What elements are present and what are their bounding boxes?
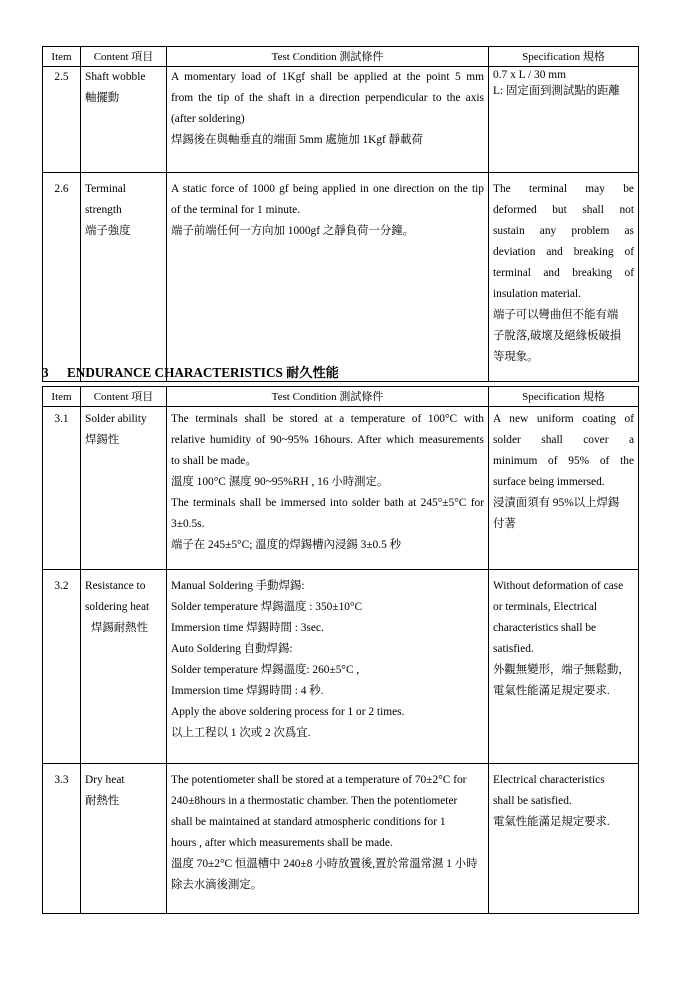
test-condition-cell: A momentary load of 1Kgf shall be applied at the point 5 mm from the tip of the shaft in a direction perpendicular to the axis (after soldering) 焊錫後在與軸垂直的端面 5mm 處施加 1Kgf 靜載荷 xyxy=(167,67,489,173)
table-row xyxy=(43,67,639,173)
table-row xyxy=(43,407,639,570)
table-row xyxy=(43,764,639,914)
section-title: ENDURANCE CHARACTERISTICS 耐久性能 xyxy=(67,365,339,380)
header-item: Item xyxy=(43,47,81,67)
test-condition-cell: A static force of 1000 gf being applied in one direction on the tip of the terminal for 1 minute. 端子前端任何一方向加 1000gf 之靜負荷一分鐘。 xyxy=(167,173,489,382)
header-test-condition: Test Condition 測試條件 xyxy=(167,387,489,407)
test-condition-cell: The potentiometer shall be stored at a temperature of 70±2°C for 240±8hours in a thermostatic chamber. Then the potentiometer shall be maintained at standard atmospheric conditions for 1 hours , after which measurements shall be made. 溫度 70±2°C 恒溫槽中 240±8 小時放置後,置於常溫常濕 1 小時 除去水滴後測定。 xyxy=(167,764,489,914)
section-heading xyxy=(42,364,339,382)
endurance-characteristics-table xyxy=(42,386,639,914)
specification-cell: The terminal may be deformed but shall not sustain any problem as deviation and breaking of terminal and breaking of insulation material. 端子可以彎曲但不能有端 子脫落,破壞及絕緣板破損 等現象。 xyxy=(489,173,639,382)
specification-cell: Electrical characteristics shall be satisfied. 電氣性能滿足規定要求. xyxy=(489,764,639,914)
table-header-row xyxy=(43,387,639,407)
item-number: 3.2 xyxy=(43,570,81,764)
test-condition-cell: Manual Soldering 手動焊錫: Solder temperature 焊錫溫度 : 350±10°C Immersion time 焊錫時間 : 3sec. Auto Soldering 自動焊錫: Solder temperature 焊錫溫度: 260±5°C , Immersion time 焊錫時間 : 4 秒. Apply the above soldering process for 1 or 2 times. 以上工程以 1 次或 2 次爲宜. xyxy=(167,570,489,764)
item-number: 3.1 xyxy=(43,407,81,570)
content-cell: Terminal strength 端子強度 xyxy=(81,173,167,382)
table-row xyxy=(43,173,639,382)
header-content: Content 項目 xyxy=(81,387,167,407)
specification-cell: A new uniform coating of solder shall cover a minimum of 95% of the surface being immersed. 浸漬面須有 95%以上焊錫 付著 xyxy=(489,407,639,570)
content-cell: Shaft wobble 軸擺動 xyxy=(81,67,167,173)
table-row xyxy=(43,570,639,764)
header-test-condition: Test Condition 測試條件 xyxy=(167,47,489,67)
specification-cell: 0.7 x L / 30 mm L: 固定面到測試點的距離 xyxy=(489,67,639,173)
item-number: 3.3 xyxy=(43,764,81,914)
specification-cell: Without deformation of case or terminals, Electrical characteristics shall be satisfied. 外觀無變形，端子無鬆動， 電氣性能滿足規定要求. xyxy=(489,570,639,764)
section-number: 3 xyxy=(42,365,49,380)
item-number: 2.5 xyxy=(43,67,81,173)
characteristics-table-1 xyxy=(42,46,639,382)
content-cell: Resistance to soldering heat 焊錫耐熱性 xyxy=(81,570,167,764)
header-content: Content 項目 xyxy=(81,47,167,67)
item-number: 2.6 xyxy=(43,173,81,382)
header-specification: Specification 規格 xyxy=(489,47,639,67)
test-condition-cell: The terminals shall be stored at a temperature of 100°C with relative humidity of 90~95% 16hours. After which measurements to shall be made。 溫度 100°C 濕度 90~95%RH , 16 小時測定。 The terminals shall be immersed into solder bath at 245°±5°C for 3±0.5s. 端子在 245±5°C; 溫度的焊錫槽內浸錫 3±0.5 秒 xyxy=(167,407,489,570)
content-cell: Dry heat 耐熱性 xyxy=(81,764,167,914)
header-item: Item xyxy=(43,387,81,407)
table-header-row xyxy=(43,47,639,67)
content-cell: Solder ability 焊錫性 xyxy=(81,407,167,570)
header-specification: Specification 規格 xyxy=(489,387,639,407)
